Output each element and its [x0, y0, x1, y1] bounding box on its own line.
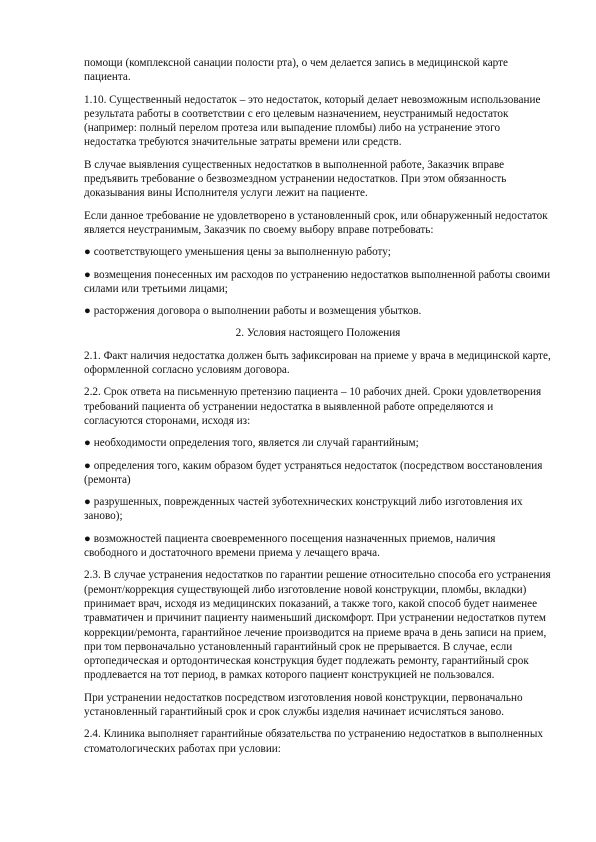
bullet-marker: ● [84, 246, 91, 259]
bullet-repair-method [84, 459, 552, 488]
paragraph-new-construction: При устранении недостатков посредством изготовления новой конструкции, первоначально установленный гарантийный срок и срок службы изделия начинает исчисляться заново. [84, 691, 523, 718]
bullet-text: возмещения понесенных им расходов по устранению недостатков выполненной работы своими силами или третьими лицами; [84, 268, 551, 295]
paragraph-continuation: помощи (комплексной санации полости рта), о чем делается запись в медицинской карте пациента. [84, 57, 508, 84]
paragraph-2-2: 2.2. Срок ответа на письменную претензию пациента – 10 рабочих дней. Сроки удовлетворения требований пациента об устранении недостатка в выявленной работе определяются и согласуются сторонами, исходя из: [84, 386, 542, 427]
bullet-marker: ● [84, 532, 91, 545]
paragraph-2-3: 2.3. В случае устранения недостатков по гарантии решение относительно способа его устранения (ремонт/коррекция существующей либо изготовление новой конструкции, пломбы, вкладки) принимает врач, исходя из медицинских показаний, а также того, какой способ будет наименее травматичен и причинит пациенту наименьший дискомфорт. При устранении недостатков путем коррекции/ремонта, гарантийное лечение производится на приеме врача в день записи на прием, при том первоначально установленный гарантийный срок не прерывается. В случае, если ортопедическая и ортодонтическая конструкция будет подлежать ремонту, гарантийный срок продлевается на тот период, в рамках которого пациент конструкцией не пользовался. [84, 569, 551, 682]
paragraph-1-10: 1.10. Существенный недостаток – это недостаток, который делает невозможным использование результата работы в соответствии с его целевым назначением, неустранимый недостаток (например: полный перелом протеза или выпадение пломбы) либо на устранение этого недостатка требуются значительные затраты времени или средств. [84, 93, 541, 149]
document-page [84, 56, 552, 764]
bullet-text: определения того, каким образом будет устраняться недостаток (посредством восстановления (ремонта) [84, 459, 543, 486]
bullet-warranty-case [84, 436, 552, 450]
paragraph-defects-found: В случае выявления существенных недостатков в выполненной работе, Заказчик вправе предъявить требование о безвозмездном устранении недостатков. При этом обязанность доказывания вины Исполнителя услуги лежит на пациенте. [84, 158, 507, 200]
bullet-text: расторжения договора о выполнении работы и возмещения убытков. [93, 305, 422, 318]
bullet-text: необходимости определения того, является ли случай гарантийным; [93, 437, 419, 450]
paragraph-2-1: 2.1. Факт наличия недостатка должен быть зафиксирован на приеме у врача в медицинской карте, оформленной согласно условиям договора. [84, 349, 551, 377]
paragraph-requirement-unmet: Если данное требование не удовлетворено в установленный срок, или обнаруженный недостаток является неустранимым, Заказчик по своему выбору вправе потребовать: [84, 209, 548, 236]
bullet-marker: ● [84, 268, 91, 281]
bullet-text: соответствующего уменьшения цены за выполненную работу; [93, 246, 391, 259]
bullet-marker: ● [84, 437, 91, 450]
bullet-patient-visits [84, 532, 552, 561]
bullet-expense-reimbursement [84, 268, 552, 297]
paragraph-2-4: 2.4. Клиника выполняет гарантийные обязательства по устранению недостатков в выполненных стоматологических работах при условии: [84, 728, 543, 755]
bullet-contract-termination [84, 304, 552, 318]
bullet-marker: ● [84, 459, 91, 472]
section-heading-2: 2. Условия настоящего Положения [235, 327, 401, 340]
bullet-text: разрушенных, поврежденных частей зуботехнических конструкций либо изготовления их заново); [84, 496, 523, 523]
bullet-marker: ● [84, 305, 91, 318]
bullet-marker: ● [84, 496, 91, 509]
bullet-price-reduction [84, 245, 552, 259]
bullet-damaged-parts [84, 495, 552, 524]
bullet-text: возможностей пациента своевременного посещения назначенных приемов, наличия свободного и достаточного времени приема у лечащего врача. [84, 532, 496, 560]
